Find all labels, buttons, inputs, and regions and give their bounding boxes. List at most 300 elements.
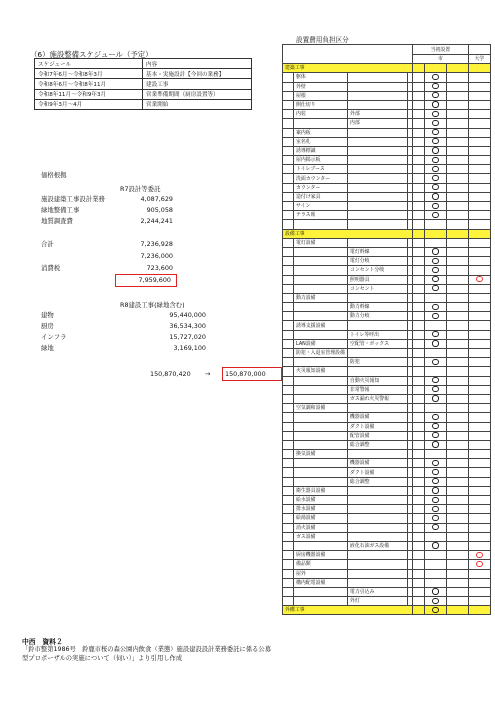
cost-city-cell: [424, 275, 446, 284]
cost-city-cell: [424, 569, 446, 578]
cost-blank: [446, 431, 468, 440]
price-item-label: 緑地整備工事: [41, 206, 80, 214]
cost-indent: [283, 293, 294, 302]
cost-detail: [347, 137, 407, 146]
cost-blank: [412, 247, 424, 256]
cost-item: [294, 275, 348, 284]
cost-blank: [446, 211, 468, 220]
cost-blank: [412, 220, 424, 229]
cost-indent: [283, 587, 294, 596]
cost-city-cell: [424, 156, 446, 165]
cost-blank: [446, 100, 468, 109]
cost-blank: [446, 560, 468, 569]
cost-indent: [283, 137, 294, 146]
cost-blank: [446, 358, 468, 367]
cost-univ-cell: [468, 174, 490, 183]
cost-indent: [283, 220, 294, 229]
header-univ: 大学: [468, 55, 490, 64]
circle-mark-icon: [432, 487, 438, 493]
cost-blank: [446, 64, 468, 73]
cost-blank: [446, 247, 468, 256]
cost-detail: [347, 532, 407, 541]
circle-mark-icon: [432, 276, 438, 282]
schedule-title: （6）施設整備スケジュール（予定）: [30, 50, 153, 59]
circle-mark-icon: [432, 267, 438, 273]
cost-indent: [283, 128, 294, 137]
cost-row: [283, 440, 491, 449]
cost-row: [283, 569, 491, 578]
cost-indent: [283, 330, 294, 339]
cost-item: [294, 247, 348, 256]
cost-city-cell: [424, 450, 446, 459]
cost-row: [283, 514, 491, 523]
cost-item: 備品類: [294, 560, 348, 569]
cost-univ-cell: [468, 330, 490, 339]
circle-mark-icon: [432, 248, 438, 254]
cost-univ-cell: [468, 569, 490, 578]
cost-univ-cell: [468, 211, 490, 220]
cost-row: [283, 192, 491, 201]
cost-univ-cell: [468, 367, 490, 376]
cost-indent: [283, 119, 294, 128]
cost-blank: [412, 266, 424, 275]
circle-mark-icon: [432, 111, 438, 117]
cost-blank: [446, 110, 468, 119]
cost-blank: [412, 578, 424, 587]
cost-blank: [412, 128, 424, 137]
cost-indent: [283, 569, 294, 578]
cost-item: 換気設備: [294, 450, 348, 459]
cost-detail: ダクト設備: [347, 468, 407, 477]
schedule-period: 令和8年11月～令和9年3月: [35, 89, 143, 99]
cost-blank: [412, 238, 424, 247]
cost-univ-cell: [468, 422, 490, 431]
cost-city-cell: [424, 128, 446, 137]
cost-blank: [446, 82, 468, 91]
cost-univ-cell: [468, 587, 490, 596]
cost-blank: [446, 422, 468, 431]
cost-row: [283, 505, 491, 514]
cost-detail: [347, 367, 407, 376]
cost-row: [283, 486, 491, 495]
cost-item: ガス設備: [294, 532, 348, 541]
cost-univ-cell: [468, 192, 490, 201]
cost-blank: [446, 330, 468, 339]
cost-item: 排水設備: [294, 505, 348, 514]
circle-mark-icon: [432, 340, 438, 346]
cost-detail: 外灯: [347, 597, 407, 606]
schedule-content: 建設工事: [143, 79, 252, 89]
circle-mark-icon: [432, 74, 438, 80]
cost-indent: [283, 459, 294, 468]
cost-row: [283, 578, 491, 587]
circle-mark-icon: [432, 607, 438, 613]
cost-indent: [283, 303, 294, 312]
cost-blank: [412, 422, 424, 431]
cost-blank: [412, 73, 424, 82]
schedule-row: [35, 89, 252, 99]
cost-detail: 自動火災報知: [347, 376, 407, 385]
cost-blank: [412, 293, 424, 302]
cost-city-cell: [424, 587, 446, 596]
cost-detail: 電力引込み: [347, 587, 407, 596]
cost-univ-cell: [468, 358, 490, 367]
cost-indent: [283, 413, 294, 422]
cost-city-cell: [424, 146, 446, 155]
cost-blank: [446, 496, 468, 505]
cost-indent: [283, 110, 294, 119]
circle-mark-icon: [432, 359, 438, 365]
cost-indent: [283, 82, 294, 91]
cost-blank: [412, 486, 424, 495]
cost-blank: [412, 597, 424, 606]
cost-row: [283, 551, 491, 560]
price-item-label: 地質調査費: [41, 217, 73, 225]
cost-row: [283, 496, 491, 505]
cost-blank: [412, 321, 424, 330]
cost-row: [283, 422, 491, 431]
cost-univ-cell: [468, 247, 490, 256]
cost-detail: 外部: [347, 110, 407, 119]
cost-blank: [446, 303, 468, 312]
circle-mark-icon: [432, 542, 438, 548]
cost-blank: [446, 606, 468, 615]
cost-detail: 電灯分岐: [347, 257, 407, 266]
cost-row: [283, 275, 491, 284]
cost-detail: トイレ等呼出: [347, 330, 407, 339]
cost-blank: [412, 119, 424, 128]
cost-city-cell: [424, 64, 446, 73]
cost-city-cell: [424, 496, 446, 505]
cost-blank: [412, 165, 424, 174]
cost-item: 防犯・入退室管理設備: [294, 349, 348, 358]
cost-city-cell: [424, 422, 446, 431]
cost-blank: [446, 339, 468, 348]
cost-row: [283, 459, 491, 468]
cost-city-cell: [424, 514, 446, 523]
cost-row: [283, 541, 491, 550]
cost-indent: [283, 284, 294, 293]
cost-blank: [412, 532, 424, 541]
r8-heading: R8建設工事(緑地含む): [120, 301, 185, 309]
cost-univ-cell: [468, 257, 490, 266]
cost-city-cell: [424, 597, 446, 606]
cost-univ-cell: [468, 404, 490, 413]
cost-blank: [446, 266, 468, 275]
circle-mark-icon: [432, 147, 438, 153]
cost-blank: [446, 385, 468, 394]
cost-city-cell: [424, 266, 446, 275]
cost-univ-cell: [468, 560, 490, 569]
cost-blank: [412, 137, 424, 146]
schedule-row: [35, 59, 252, 69]
cost-blank: [446, 284, 468, 293]
cost-indent: [283, 275, 294, 284]
cost-blank: [412, 385, 424, 394]
circle-mark-icon: [432, 175, 438, 181]
cost-blank: [412, 468, 424, 477]
cost-city-cell: [424, 551, 446, 560]
circle-mark-icon: [432, 193, 438, 199]
circle-mark-icon: [432, 285, 438, 291]
cost-detail: [347, 450, 407, 459]
cost-row: [283, 376, 491, 385]
cost-row: [283, 587, 491, 596]
cost-indent: [283, 560, 294, 569]
cost-table: [282, 44, 491, 615]
cost-item: トイレブース: [294, 165, 348, 174]
r8-item-value: 95,440,000: [169, 311, 206, 319]
cost-item: [294, 413, 348, 422]
cost-city-cell: [424, 238, 446, 247]
circle-mark-icon: [432, 469, 438, 475]
cost-item: 給水設備: [294, 496, 348, 505]
cost-blank: [412, 523, 424, 532]
cost-item: [294, 303, 348, 312]
cost-row: [283, 468, 491, 477]
r8-item-label: 緑地: [41, 344, 54, 352]
cost-item: 厨房機器設備: [294, 551, 348, 560]
cost-row: [283, 257, 491, 266]
cost-row: [283, 73, 491, 82]
circle-mark-icon: [432, 598, 438, 604]
cost-blank: [412, 394, 424, 403]
cost-blank: [412, 431, 424, 440]
cost-city-cell: [424, 257, 446, 266]
cost-detail: [347, 551, 407, 560]
cost-city-cell: [424, 394, 446, 403]
red-circle-mark-icon: [476, 552, 482, 558]
cost-row: [283, 211, 491, 220]
grand-total-value: 7,959,600: [138, 276, 171, 284]
cost-univ-cell: [468, 119, 490, 128]
cost-indent: [283, 578, 294, 587]
cost-univ-cell: [468, 413, 490, 422]
cost-city-cell: [424, 505, 446, 514]
cost-detail: 配管設備: [347, 431, 407, 440]
cost-item: [294, 597, 348, 606]
cost-indent: [283, 211, 294, 220]
cost-city-cell: [424, 229, 446, 238]
cost-item: [294, 376, 348, 385]
r8-item-value: 15,727,020: [169, 333, 206, 341]
cost-detail: [347, 174, 407, 183]
cost-indent: [283, 477, 294, 486]
cost-blank: [446, 91, 468, 100]
cost-blank: [446, 450, 468, 459]
cost-univ-cell: [468, 459, 490, 468]
cost-univ-cell: [468, 541, 490, 550]
cost-indent: [283, 174, 294, 183]
schedule-table: [34, 58, 252, 110]
cost-row: [283, 321, 491, 330]
circle-mark-icon: [432, 157, 438, 163]
cost-blank: [412, 349, 424, 358]
circle-mark-icon: [432, 212, 438, 218]
cost-item: カウンター: [294, 183, 348, 192]
cost-item: [294, 358, 348, 367]
r8-item-label: インフラ: [41, 333, 67, 341]
cost-city-cell: [424, 165, 446, 174]
schedule-period: スケジュール: [35, 59, 143, 69]
cost-city-cell: [424, 330, 446, 339]
cost-item: 屋根: [294, 91, 348, 100]
cost-indent: [283, 202, 294, 211]
cost-blank: [412, 367, 424, 376]
cost-indent: [283, 523, 294, 532]
cost-indent: [283, 431, 294, 440]
cost-item: 造付け家具: [294, 192, 348, 201]
cost-city-cell: [424, 560, 446, 569]
schedule-row: [35, 99, 252, 109]
cost-section-label: 建築工事: [283, 64, 413, 73]
circle-mark-icon: [432, 129, 438, 135]
cost-city-cell: [424, 459, 446, 468]
cost-blank: [446, 541, 468, 550]
cost-city-cell: [424, 284, 446, 293]
circle-mark-icon: [432, 120, 438, 126]
cost-univ-cell: [468, 450, 490, 459]
cost-univ-cell: [468, 523, 490, 532]
rounded-value: 7,236,000: [140, 252, 173, 260]
cost-indent: [283, 146, 294, 155]
cost-blank: [446, 257, 468, 266]
cost-row: [283, 450, 491, 459]
cost-indent: [283, 404, 294, 413]
cost-univ-cell: [468, 110, 490, 119]
cost-row: [283, 146, 491, 155]
cost-blank: [412, 100, 424, 109]
cost-city-cell: [424, 303, 446, 312]
cost-detail: [347, 82, 407, 91]
cost-detail: [347, 496, 407, 505]
cost-blank: [412, 64, 424, 73]
cost-univ-cell: [468, 293, 490, 302]
cost-univ-cell: [468, 137, 490, 146]
cost-item: [294, 541, 348, 550]
r8-total: 150,870,420: [150, 370, 191, 378]
cost-blank: [446, 192, 468, 201]
schedule-period: 令和8年6月～令和8年11月: [35, 79, 143, 89]
cost-blank: [446, 137, 468, 146]
cost-row: [283, 339, 491, 348]
cost-univ-cell: [468, 514, 490, 523]
cost-item: [294, 312, 348, 321]
cost-item: 消火設備: [294, 523, 348, 532]
cost-item: 外壁: [294, 82, 348, 91]
cost-city-cell: [424, 73, 446, 82]
cost-blank: [446, 551, 468, 560]
cost-blank: [446, 321, 468, 330]
cost-item: 案内板: [294, 128, 348, 137]
cost-indent: [283, 183, 294, 192]
cost-city-cell: [424, 137, 446, 146]
cost-blank: [412, 358, 424, 367]
cost-univ-cell: [468, 349, 490, 358]
cost-indent: [283, 551, 294, 560]
cost-city-cell: [424, 404, 446, 413]
cost-blank: [412, 312, 424, 321]
cost-item: [294, 119, 348, 128]
cost-detail: 動力分岐: [347, 312, 407, 321]
cost-blank: [446, 174, 468, 183]
cost-detail: 非常警報: [347, 385, 407, 394]
circle-mark-icon: [432, 166, 438, 172]
cost-city-cell: [424, 349, 446, 358]
cost-row: [283, 349, 491, 358]
price-item-label: 施設建築工事設計業務: [41, 195, 105, 203]
cost-detail: [347, 156, 407, 165]
cost-row: [283, 477, 491, 486]
cost-blank: [412, 229, 424, 238]
cost-row: [283, 82, 491, 91]
cost-indent: [283, 358, 294, 367]
r8-item-value: 36,534,300: [169, 322, 206, 330]
cost-item: [294, 477, 348, 486]
cost-item: 衛生器具設備: [294, 486, 348, 495]
cost-univ-cell: [468, 376, 490, 385]
cost-blank: [446, 156, 468, 165]
cost-blank: [446, 532, 468, 541]
cost-city-cell: [424, 358, 446, 367]
cost-blank: [412, 496, 424, 505]
cost-detail: [347, 146, 407, 155]
cost-header-row: [283, 45, 491, 55]
cost-city-cell: [424, 339, 446, 348]
cost-row: [283, 404, 491, 413]
cost-blank: [412, 606, 424, 615]
cost-row: [283, 238, 491, 247]
cost-blank: [446, 597, 468, 606]
cost-item: 空気調和設備: [294, 404, 348, 413]
cost-univ-cell: [468, 486, 490, 495]
cost-blank: [412, 211, 424, 220]
cost-city-cell: [424, 211, 446, 220]
cost-blank: [412, 477, 424, 486]
cost-indent: [283, 532, 294, 541]
cost-item: サイン: [294, 202, 348, 211]
cost-item: 給湯設備: [294, 514, 348, 523]
cost-indent: [283, 339, 294, 348]
cost-item: 室名札: [294, 137, 348, 146]
cost-blank: [446, 202, 468, 211]
cost-blank: [446, 468, 468, 477]
cost-detail: 総合調整: [347, 477, 407, 486]
circle-mark-icon: [432, 304, 438, 310]
cost-detail: [347, 100, 407, 109]
cost-city-cell: [424, 606, 446, 615]
circle-mark-icon: [432, 588, 438, 594]
cost-detail: 電灯幹線: [347, 247, 407, 256]
circle-mark-icon: [432, 386, 438, 392]
circle-mark-icon: [432, 506, 438, 512]
cost-blank: [412, 541, 424, 550]
cost-univ-cell: [468, 551, 490, 560]
cost-blank: [446, 394, 468, 403]
cost-univ-cell: [468, 597, 490, 606]
cost-detail: [347, 293, 407, 302]
circle-mark-icon: [432, 138, 438, 144]
cost-detail: [347, 523, 407, 532]
cost-item: [294, 422, 348, 431]
circle-mark-icon: [432, 515, 438, 521]
circle-mark-icon: [432, 313, 438, 319]
cost-indent: [283, 496, 294, 505]
cost-blank: [446, 220, 468, 229]
cost-city-cell: [424, 486, 446, 495]
header-city: 市: [412, 55, 468, 64]
cost-city-cell: [424, 532, 446, 541]
